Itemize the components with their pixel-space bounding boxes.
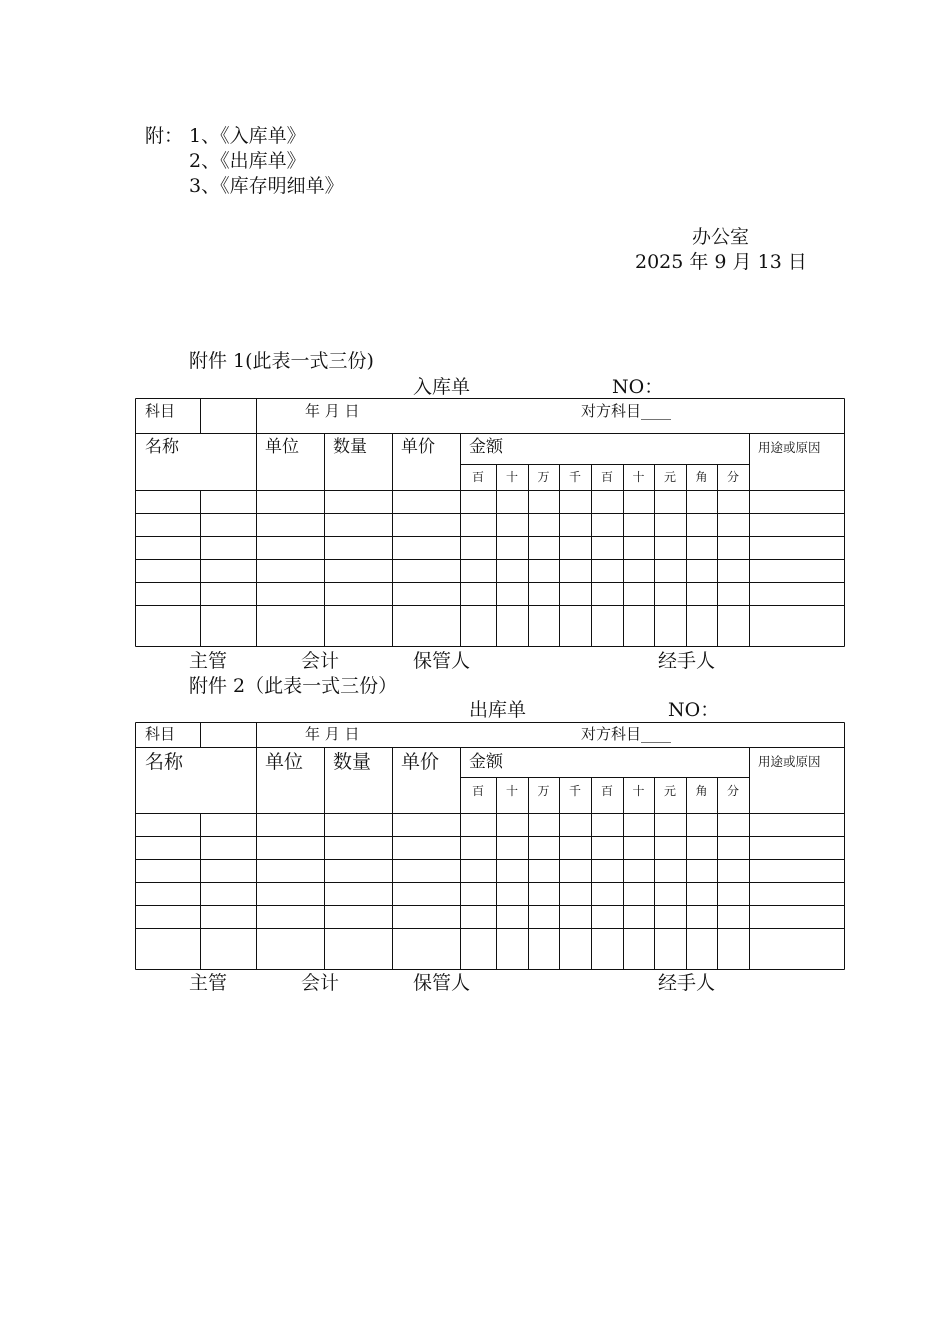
attachment-item-3: 3、《库存明细单》 [189,175,344,197]
form-out-date: 年 月 日 [305,725,360,743]
form-in-digit-6: 元 [663,470,676,484]
form-in-price-label: 单价 [401,437,435,457]
form-in-footer-accountant: 会计 [301,650,340,672]
form-in-qty-label: 数量 [333,437,367,457]
form-out-name-label: 名称 [145,751,184,773]
form-in-digit-0: 百 [471,470,484,484]
form-out-digit-0: 百 [471,784,484,798]
signature-date: 2025 年 9 月 13 日 [635,251,807,273]
form-in-footer-supervisor: 主管 [189,650,228,672]
form-out-digit-3: 千 [568,784,581,798]
attachment-prefix: 附： [145,125,184,147]
form-out-digit-2: 万 [537,784,550,798]
attachment-item-1: 1、《入库单》 [189,125,306,147]
form-in-footer-keeper: 保管人 [413,650,471,672]
form-in-digit-2: 万 [537,470,550,484]
form-in-no-label: NO： [612,376,664,398]
form-out-amount-label: 金额 [469,752,503,772]
form-in-footer-handler: 经手人 [658,650,716,672]
form-in-subject-label: 科目 [145,402,176,420]
form-out-unit-label: 单位 [265,751,304,773]
form-in-unit-label: 单位 [265,437,299,457]
form-in-date: 年 月 日 [305,402,360,420]
form-out-digit-8: 分 [726,784,739,798]
form-out-digit-5: 十 [632,784,645,798]
form-out-caption: 附件 2（此表一式三份） [189,675,398,697]
form-in-digit-7: 角 [695,470,708,484]
form-out-footer-keeper: 保管人 [413,972,471,994]
form-in-title: 入库单 [413,376,471,398]
form-out-footer-supervisor: 主管 [189,972,228,994]
form-out-digit-4: 百 [600,784,613,798]
form-out-digit-1: 十 [505,784,518,798]
form-in-digit-4: 百 [600,470,613,484]
form-in-purpose-label: 用途或原因 [758,440,821,455]
attachment-item-2: 2、《出库单》 [189,150,306,172]
form-out-counter-subject: 对方科目____ [581,725,672,743]
form-in-digit-8: 分 [726,470,739,484]
form-in-table [135,398,845,647]
form-in-caption: 附件 1(此表一式三份) [189,350,374,372]
form-out-table [135,722,845,970]
form-in-grid [135,398,845,647]
form-in-amount-label: 金额 [469,437,503,457]
form-out-purpose-label: 用途或原因 [758,754,821,769]
signature-org: 办公室 [692,226,750,248]
form-out-no-label: NO： [668,699,720,721]
form-out-qty-label: 数量 [333,751,372,773]
form-out-subject-label: 科目 [145,725,176,743]
form-in-digit-1: 十 [505,470,518,484]
form-in-counter-subject: 对方科目____ [581,402,672,420]
form-out-digit-6: 元 [663,784,676,798]
form-in-name-label: 名称 [145,437,179,457]
form-out-footer-accountant: 会计 [301,972,340,994]
form-out-footer-handler: 经手人 [658,972,716,994]
form-out-price-label: 单价 [401,751,440,773]
form-out-digit-7: 角 [695,784,708,798]
form-in-digit-5: 十 [632,470,645,484]
form-out-title: 出库单 [469,699,527,721]
form-in-digit-3: 千 [568,470,581,484]
